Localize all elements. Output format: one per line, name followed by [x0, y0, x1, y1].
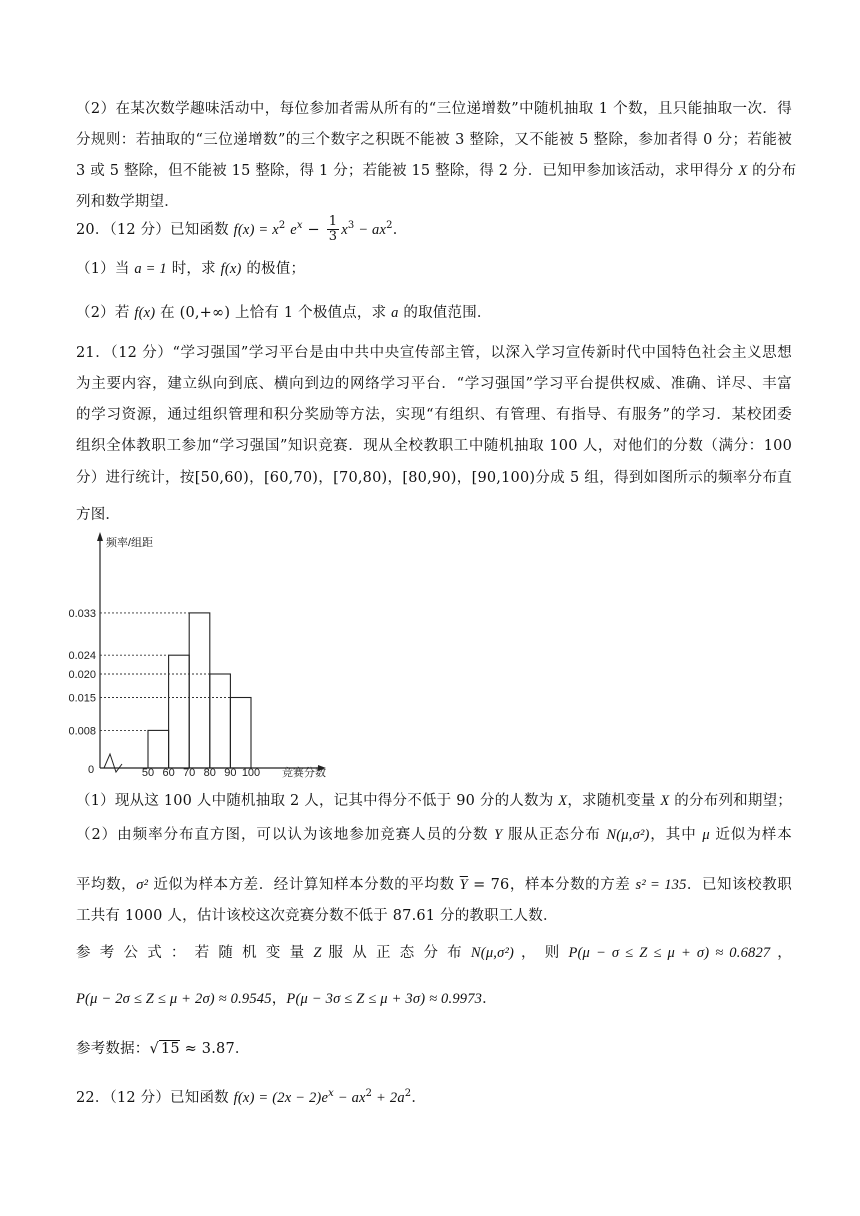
y-tick-label: 0.020 — [68, 669, 96, 681]
histogram-bar — [148, 730, 169, 768]
y-axis-label: 频率/组距 — [106, 537, 154, 549]
q19-line2: 分规则：若抽取的“三位递增数”的三个数字之积既不能被 3 整除，又不能被 5 整除，参加者得 0 分；若能被 — [76, 132, 792, 148]
origin-label: 0 — [88, 764, 95, 776]
q21-part1: （1）现从这 100 人中随机抽取 2 人，记其中得分不低于 90 分的人数为 X，求随机变量 X 的分布列和期望； — [76, 793, 792, 809]
y-tick-label: 0.033 — [68, 607, 96, 620]
x-tick-label: 70 — [183, 767, 196, 779]
y-tick-label: 0.008 — [68, 725, 96, 738]
x-tick-label: 100 — [241, 767, 261, 779]
y-tick-label: 0.024 — [68, 650, 96, 663]
histogram-bar — [169, 655, 190, 768]
x-axis-label: 竞赛分数 — [282, 767, 326, 779]
q21-part2: （2）由频率分布直方图，可以认为该地参加竞赛人员的分数 Y 服从正态分布 N(μ,σ²)，其中 μ 近似为样本 — [76, 827, 792, 843]
q21-reference-formula-2: P(μ − 2σ ≤ Z ≤ μ + 2σ) ≈ 0.9545，P(μ − 3σ ≤ Z ≤ μ + 3σ) ≈ 0.9973． — [76, 991, 497, 1007]
q19-line3: 3 或 5 整除，但不能被 15 整除，得 1 分；若能被 15 整除，得 2 分．已知甲参加该活动，求甲得分 X 的分布 — [76, 163, 797, 179]
histogram-bar — [210, 674, 231, 768]
q19-line1: （2）在某次数学趣味活动中，每位参加者需从所有的“三位递增数”中随机抽取 1 个数，且只能抽取一次．得 — [76, 101, 792, 117]
x-tick-label: 60 — [162, 767, 175, 779]
q21-stem: 21．（12 分）“学习强国”学习平台是由中共中央宣传部主管，以深入学习宣传新时代中国特色社会主义思想 为主要内容，建立纵向到底、横向到边的网络学习平台．“学习强国”学习平台提供权威、准确、详尽、丰富 的学习资源，通过组织管理和积分奖励等方法，实现“有组织、有管理、有指导、有服务”的学习．某校团委 组织全体教职工参加“学习强国”知识竞赛．现从全校教职工中随机抽取 100 人，对他们的分数（满分：100 分）进行统计，按[50,60)，[60,70)，[70,80)，[80,90)，[90,100)分成 5 组，得到如图所示的频率分布直 方图． — [76, 345, 792, 523]
q21-reference-data: 参考数据：√ 15 ≈ 3.87． — [76, 1041, 250, 1057]
q22-stem: 22．（12 分）已知函数 $f(x) = (2x - 2)e^x - ax^2 + 2a^2$． — [76, 1088, 427, 1106]
q20-stem: 20．（12 分）已知函数 $f(x) = x^2$ $e^x$ − $\frac{1}{3}$ $x^3 - ax^2$． — [76, 214, 408, 245]
x-tick-label: 80 — [203, 767, 216, 779]
frequency-histogram — [60, 526, 340, 786]
q21-part2-cont: 平均数，σ² 近似为样本方差．经计算知样本分数的平均数 $\overline{Y} = 76$，样本分数的方差 s² = 135．已知该校教职 工共有 1000 人，估计该校这次竞赛分数不低于 87.61 分的教职工人数． — [76, 877, 792, 924]
x-tick-label: 90 — [224, 767, 237, 779]
q19-line4: 列和数学期望． — [76, 194, 179, 210]
histogram-bar — [230, 698, 251, 769]
histogram-bar — [189, 613, 210, 768]
y-axis-arrow — [97, 532, 103, 541]
q20 — [76, 210, 792, 246]
q20-part2: （2）若 f(x) 在 (0,+∞) 上恰有 1 个极值点，求 a 的取值范围． — [76, 305, 492, 321]
q19-part2 — [76, 94, 797, 218]
axis-break — [104, 754, 122, 772]
fraction-one-third: $\frac{1}{3}$ — [328, 214, 338, 245]
y-tick-label: 0.015 — [68, 692, 96, 705]
x-tick-label: 50 — [141, 767, 155, 779]
q20-part1: （1）当 a = 1 时，求 f(x) 的极值； — [76, 261, 306, 277]
q21-reference-formula: 参 考 公 式 ： 若 随 机 变 量 Z 服 从 正 态 分 布 N(μ,σ²) ， 则 P(μ − σ ≤ Z ≤ μ + σ) ≈ 0.6827 ， — [76, 945, 792, 961]
